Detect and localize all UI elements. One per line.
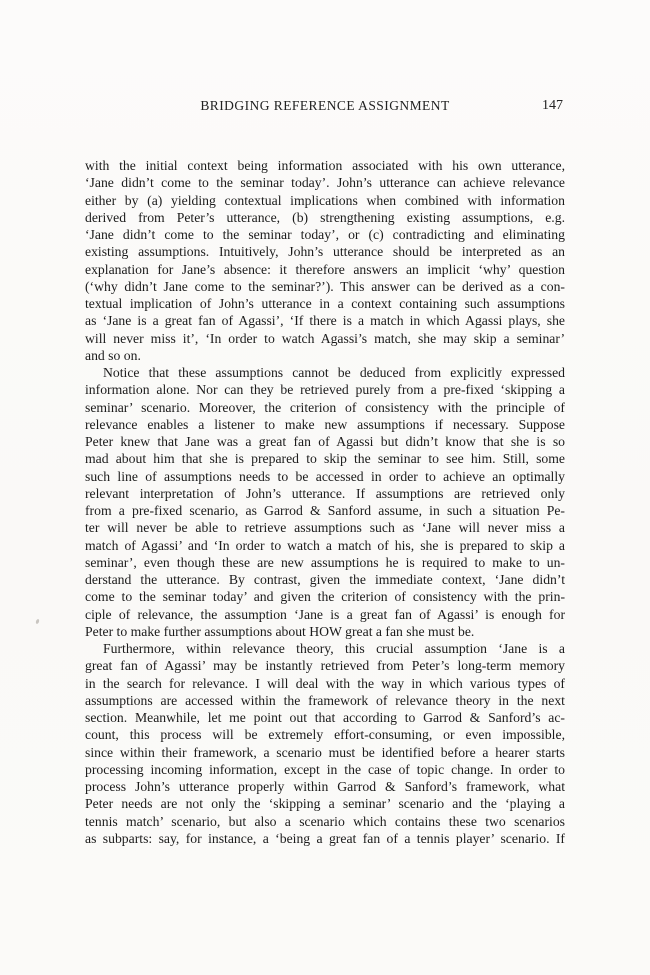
text-line: derstand the utterance. By contrast, given the immediate context, ‘Jane didn’t bbox=[85, 572, 565, 587]
text-line: seminar’ scenario. Moreover, the criterion of consistency with the principle of bbox=[85, 399, 565, 415]
text-line: textual implication of John’s utterance in a context containing such assumptions bbox=[85, 296, 565, 311]
text-line: great fan of Agassi’ may be instantly retrieved from Peter’s long-term memory bbox=[85, 658, 565, 674]
page-number: 147 bbox=[542, 98, 563, 113]
text-line: (‘why didn’t Jane come to the seminar?’). This answer can be derived as a con- bbox=[85, 278, 565, 294]
text-line: ciple of relevance, the assumption ‘Jane is a great fan of Agassi’ is enough for bbox=[85, 606, 565, 622]
text-line: Notice that these assumptions cannot be deduced from explicitly expressed bbox=[103, 365, 565, 380]
text-line: either by (a) yielding contextual implications when combined with information bbox=[85, 192, 565, 208]
running-head bbox=[85, 98, 565, 116]
text-line: count, this process will be extremely effort-consuming, or even impossible, bbox=[85, 727, 565, 743]
text-line: since within their framework, a scenario must be identified before a hearer starts bbox=[85, 744, 565, 760]
text-line: information alone. Nor can they be retrieved purely from a pre-fixed ‘skipping a bbox=[85, 382, 565, 398]
text-line: process John’s utterance properly within Garrod & Sanford’s framework, what bbox=[85, 779, 565, 794]
text-line: come to the seminar today’ and given the criterion of consistency with the prin- bbox=[85, 589, 565, 605]
text-line: with the initial context being information associated with his own utterance, bbox=[85, 158, 565, 173]
text-line: mad about him that she is prepared to skip the seminar to see him. Still, some bbox=[85, 451, 565, 467]
body-text bbox=[85, 157, 565, 847]
text-line: explanation for Jane’s absence: it therefore answers an implicit ‘why’ question bbox=[85, 261, 565, 277]
text-line: derived from Peter’s utterance, (b) strengthening existing assumptions, e.g. bbox=[85, 209, 565, 225]
text-line: assumptions are accessed within the framework of relevance theory in the next bbox=[85, 692, 565, 708]
text-line: from a pre-fixed scenario, as Garrod & Sanford assume, in such a situation Pe- bbox=[85, 503, 565, 518]
text-line: tennis match’ scenario, but also a scenario which contains these two scenarios bbox=[85, 813, 565, 829]
text-line: relevant interpretation of John’s utterance. If assumptions are retrieved only bbox=[85, 485, 565, 501]
text-line: section. Meanwhile, let me point out that according to Garrod & Sanford’s ac- bbox=[85, 710, 565, 725]
text-line: Peter to make further assumptions about HOW great a fan she must be. bbox=[85, 623, 475, 639]
text-line: such line of assumptions needs to be accessed in order to achieve an optimally bbox=[85, 468, 565, 484]
text-line: Peter needs are not only the ‘skipping a seminar’ scenario and the ‘playing a bbox=[85, 796, 565, 812]
text-line: as ‘Jane is a great fan of Agassi’, ‘If there is a match in which Agassi plays, she bbox=[85, 313, 565, 329]
text-line: ter will never be able to retrieve assumptions such as ‘Jane will never miss a bbox=[85, 520, 565, 536]
text-line: match of Agassi’ and ‘In order to watch a match of his, she is prepared to skip a bbox=[85, 537, 565, 553]
text-line: ‘Jane didn’t come to the seminar today’. John’s utterance can achieve relevance bbox=[85, 175, 565, 191]
text-line: seminar’, even though these are new assumptions he is required to make to un- bbox=[85, 554, 565, 570]
text-line: ‘Jane didn’t come to the seminar today’, or (c) contradicting and eliminating bbox=[85, 227, 565, 242]
scan-speck bbox=[35, 619, 40, 625]
text-line: relevance enables a listener to make new assumptions if necessary. Suppose bbox=[85, 416, 565, 432]
text-line: as subparts: say, for instance, a ‘being a great fan of a tennis player’ scenario. If bbox=[85, 830, 565, 846]
text-line: and so on. bbox=[85, 347, 141, 363]
text-line: existing assumptions. Intuitively, John’s utterance should be interpreted as an bbox=[85, 244, 565, 260]
text-line: in the search for relevance. I will deal with the way in which various types of bbox=[85, 675, 565, 691]
text-line: will never miss it’, ‘In order to watch Agassi’s match, she may skip a seminar’ bbox=[85, 330, 565, 346]
running-head-title: BRIDGING REFERENCE ASSIGNMENT bbox=[200, 98, 450, 113]
text-line: Peter knew that Jane was a great fan of Agassi but didn’t know that she is so bbox=[85, 434, 565, 449]
text-line: processing incoming information, except in the case of topic change. In order to bbox=[85, 761, 565, 777]
text-line: Furthermore, within relevance theory, this crucial assumption ‘Jane is a bbox=[103, 641, 565, 656]
